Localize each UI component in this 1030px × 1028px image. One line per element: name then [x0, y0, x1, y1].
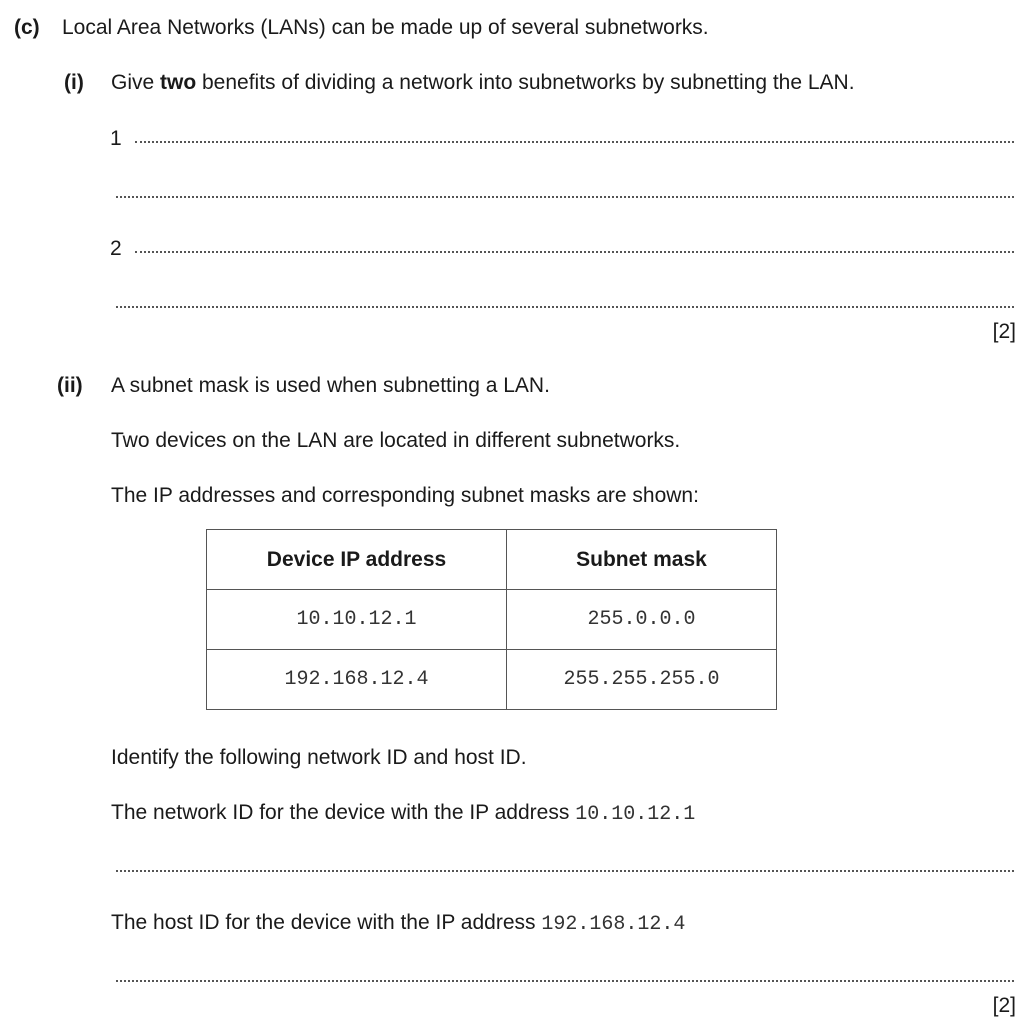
identify-instruction: Identify the following network ID and host ID. [111, 746, 527, 769]
table-cell-ip: 192.168.12.4 [207, 650, 507, 710]
answer-1-number: 1 [110, 127, 122, 150]
answer-2-line-b[interactable] [116, 306, 1014, 308]
network-id-question-ip: 10.10.12.1 [575, 803, 696, 826]
part-i-text-before: Give [111, 71, 161, 94]
answer-1-line-b[interactable] [116, 196, 1014, 198]
part-ii-line2: Two devices on the LAN are located in different subnetworks. [111, 429, 681, 452]
table-row [207, 590, 777, 650]
part-i-marks: [2] [992, 320, 1016, 343]
network-id-question [111, 802, 695, 825]
table-header-row [207, 530, 777, 590]
host-id-question [111, 912, 685, 935]
host-id-question-ip: 192.168.12.4 [541, 913, 686, 936]
part-ii-label: (ii) [57, 374, 83, 397]
part-i-text-bold: two [160, 71, 197, 94]
part-ii-line1: A subnet mask is used when subnetting a LAN. [111, 374, 550, 397]
answer-1-line-a[interactable] [135, 141, 1014, 143]
table-row [207, 650, 777, 710]
part-ii-marks: [2] [992, 994, 1016, 1017]
table-cell-ip: 10.10.12.1 [207, 590, 507, 650]
part-ii-line3: The IP addresses and corresponding subnet masks are shown: [111, 484, 699, 507]
part-i-question [111, 72, 855, 93]
table-header-ip: Device IP address [207, 530, 507, 590]
answer-2-number: 2 [110, 237, 122, 260]
network-id-question-text: The network ID for the device with the IP address [111, 801, 576, 824]
answer-2-line-a[interactable] [135, 251, 1014, 253]
table-cell-mask: 255.0.0.0 [507, 590, 777, 650]
ip-table [206, 529, 777, 710]
part-c-text: Local Area Networks (LANs) can be made up of several subnetworks. [62, 16, 709, 39]
host-id-question-text: The host ID for the device with the IP address [111, 911, 542, 934]
part-i-text-after: benefits of dividing a network into subnetworks by subnetting the LAN. [196, 71, 855, 94]
part-c-label: (c) [14, 16, 40, 39]
table-cell-mask: 255.255.255.0 [507, 650, 777, 710]
host-id-answer-line[interactable] [116, 980, 1014, 982]
part-i-label: (i) [64, 71, 84, 94]
network-id-answer-line[interactable] [116, 870, 1014, 872]
table-header-mask: Subnet mask [507, 530, 777, 590]
